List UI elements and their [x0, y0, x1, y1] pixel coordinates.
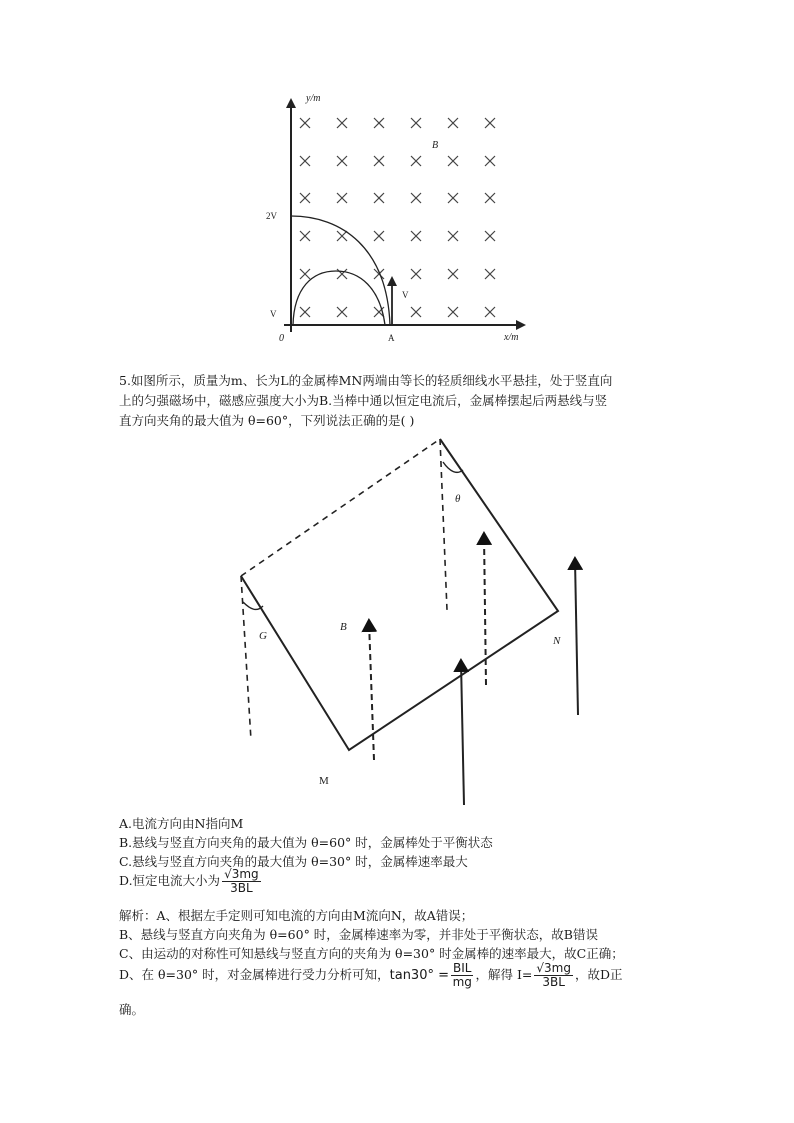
x-axis-label: x/m	[504, 332, 519, 343]
velocity-label: V	[402, 290, 409, 300]
field-arrow-4	[575, 560, 578, 715]
field-arrow-3	[461, 662, 464, 805]
analysis-line-4-prefix: D、在 θ=30° 时，对金属棒进行受力分析可知，	[119, 967, 390, 982]
small-trajectory	[293, 271, 385, 325]
option-c: C.悬线与竖直方向夹角的最大值为 θ=30° 时，金属棒速率最大	[119, 854, 468, 869]
question-line-1: 5.如图所示，质量为m、长为L的金属棒MN两端由等长的轻质细线水平悬挂，处于竖直向	[119, 373, 613, 388]
option-d-denominator: 3BL	[230, 881, 253, 895]
point-a-label: A	[388, 333, 395, 343]
option-d-fraction	[222, 868, 261, 895]
field-b-label: B	[432, 140, 439, 151]
analysis-end-text: ，故D正	[574, 967, 623, 982]
g-label: G	[259, 630, 267, 642]
dashed-right-vertical	[440, 439, 447, 610]
n-label: N	[553, 635, 561, 647]
b-label: B	[340, 621, 347, 633]
analysis-fraction-2	[534, 962, 573, 989]
field-arrow-1	[369, 622, 374, 760]
option-d-prefix: D.恒定电流大小为	[119, 873, 221, 888]
y-axis-label: y/m	[306, 93, 321, 104]
analysis-line-2: B、悬线与竖直方向夹角为 θ=60° 时，金属棒速率为零，并非处于平衡状态，故B错误	[119, 927, 598, 942]
analysis-fraction-1-denominator: mg	[452, 975, 472, 989]
swung-frame	[241, 439, 558, 750]
question-line-3: 直方向夹角的最大值为 θ=60°，下列说法正确的是( )	[119, 413, 415, 428]
figure-magnetic-field	[262, 88, 534, 350]
analysis-line-4	[119, 962, 622, 989]
tick-v-label: V	[270, 309, 277, 319]
dashed-top-edge	[241, 439, 440, 576]
figure-metal-rod	[225, 430, 595, 815]
analysis-fraction-1	[451, 962, 473, 989]
option-d-numerator: √3mg	[224, 867, 259, 881]
option-d	[119, 868, 263, 895]
tick-2v-label: 2V	[266, 211, 277, 221]
analysis-mid-text: ，解得 I=	[475, 967, 533, 982]
theta-label: θ	[455, 493, 461, 505]
field-crosses	[300, 118, 495, 317]
option-a: A.电流方向由N指向M	[119, 816, 244, 831]
analysis-fraction-1-numerator: BIL	[453, 961, 472, 975]
analysis-line-3: C、由运动的对称性可知悬线与竖直方向的夹角为 θ=30° 时金属棒的速率最大，故C正确；	[119, 946, 624, 961]
analysis-fraction-2-denominator: 3BL	[542, 975, 565, 989]
dashed-left-vertical	[241, 576, 251, 740]
question-line-2: 上的匀强磁场中，磁感应强度大小为B.当棒中通以恒定电流后，金属棒摆起后两悬线与竖	[119, 393, 608, 408]
option-b: B.悬线与竖直方向夹角的最大值为 θ=60° 时，金属棒处于平衡状态	[119, 835, 493, 850]
m-label: M	[319, 775, 329, 787]
analysis-fraction-2-numerator: √3mg	[536, 961, 571, 975]
analysis-line-1: 解析：A、根据左手定则可知电流的方向由M流向N，故A错误；	[119, 908, 474, 923]
analysis-line-5: 确。	[119, 1002, 145, 1017]
field-arrow-2	[484, 535, 486, 685]
origin-label: 0	[279, 333, 284, 344]
tan-expression: tan30° =	[389, 968, 449, 983]
